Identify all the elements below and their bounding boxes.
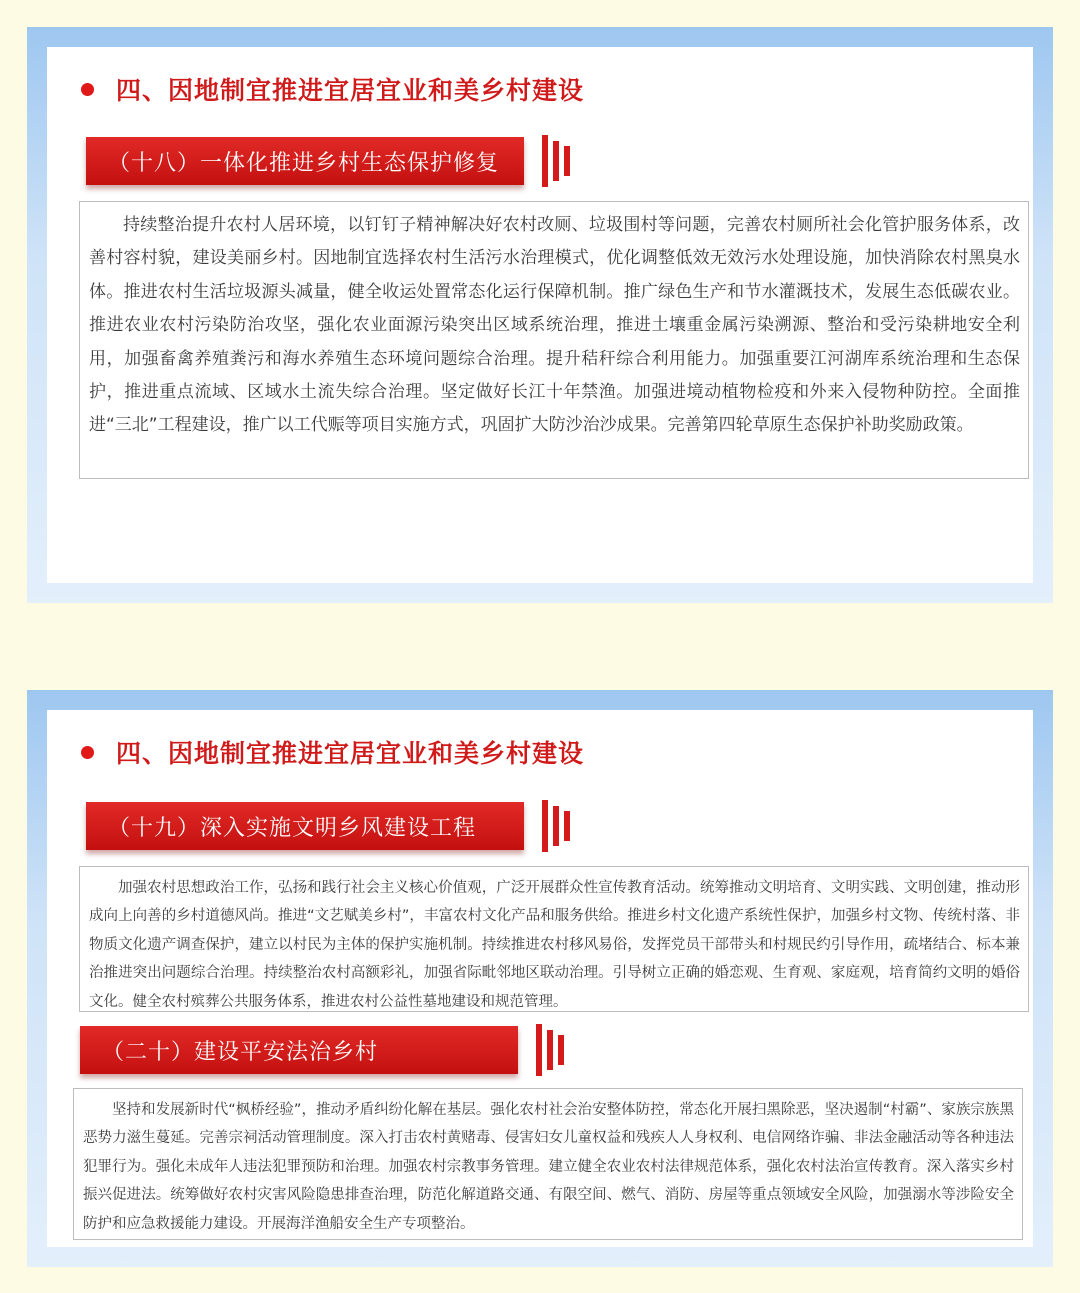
- body-text-box-19: [79, 866, 1029, 1012]
- body-paragraph: 加强农村思想政治工作，弘扬和践行社会主义核心价值观，广泛开展群众性宣传教育活动。统筹推动文明培育、文明实践、文明创建，推动形成向上向善的乡村道德风尚。推进“文艺赋美乡村”，丰富农村文化产品和服务供给。推进乡村文化遗产系统性保护，加强乡村文物、传统村落、非物质文化遗产调查保护，建立以村民为主体的保护实施机制。持续推进农村移风易俗，发挥党员干部带头和村规民约引导作用，疏堵结合、标本兼治推进突出问题综合治理。持续整治农村高额彩礼，加强省际毗邻地区联动治理。引导树立正确的婚恋观、生育观、家庭观，培育简约文明的婚俗文化。健全农村殡葬公共服务体系，推进农村公益性墓地建设和规范管理。: [89, 880, 1020, 1010]
- subsection-title: （十八）一体化推进乡村生态保护修复: [108, 150, 500, 176]
- subsection-title: （二十）建设平安法治乡村: [102, 1039, 379, 1065]
- panel-18: [27, 27, 1053, 603]
- decorative-bars-icon: [542, 800, 570, 852]
- section-heading: [81, 734, 584, 770]
- subsection-banner: [86, 137, 524, 185]
- subsection-title: （十九）深入实施文明乡风建设工程: [108, 815, 477, 841]
- body-text-box-20: [73, 1088, 1023, 1240]
- bullet-dot-icon: [81, 746, 94, 759]
- body-paragraph: 持续整治提升农村人居环境，以钉钉子精神解决好农村改厕、垃圾围村等问题，完善农村厕所社会化管护服务体系，改善村容村貌，建设美丽乡村。因地制宜选择农村生活污水治理模式，优化调整低效无效污水处理设施，加快消除农村黑臭水体。推进农村生活垃圾源头减量，健全收运处置常态化运行保障机制。推广绿色生产和节水灌溉技术，发展生态低碳农业。推进农业农村污染防治攻坚，强化农业面源污染突出区域系统治理，推进土壤重金属污染溯源、整治和受污染耕地安全利用，加强畜禽养殖粪污和海水养殖生态环境问题综合治理。提升秸秆综合利用能力。加强重要江河湖库系统治理和生态保护，推进重点流域、区域水土流失综合治理。坚定做好长江十年禁渔。加强进境动植物检疫和外来入侵物种防控。全面推进“三北”工程建设，推广以工代赈等项目实施方式，巩固扩大防沙治沙成果。完善第四轮草原生态保护补助奖励政策。: [89, 215, 1020, 436]
- bullet-dot-icon: [81, 83, 94, 96]
- panel-19-20: [27, 690, 1053, 1267]
- section-heading: [81, 71, 584, 107]
- subsection-banner-19: [86, 802, 524, 850]
- decorative-bars-icon: [542, 135, 570, 187]
- subsection-banner-20: [80, 1026, 518, 1074]
- body-text-box: [79, 201, 1029, 479]
- section-title: 四、因地制宜推进宜居宜业和美乡村建设: [116, 739, 585, 768]
- decorative-bars-icon: [536, 1024, 564, 1076]
- section-title: 四、因地制宜推进宜居宜业和美乡村建设: [116, 76, 585, 105]
- body-paragraph: 坚持和发展新时代“枫桥经验”，推动矛盾纠纷化解在基层。强化农村社会治安整体防控，常态化开展扫黑除恶，坚决遏制“村霸”、家族宗族黑恶势力滋生蔓延。完善宗祠活动管理制度。深入打击农村黄赌毒、侵害妇女儿童权益和残疾人人身权利、电信网络诈骗、非法金融活动等各种违法犯罪行为。强化未成年人违法犯罪预防和治理。加强农村宗教事务管理。建立健全农业农村法律规范体系，强化农村法治宣传教育。深入落实乡村振兴促进法。统筹做好农村灾害风险隐患排查治理，防范化解道路交通、有限空间、燃气、消防、房屋等重点领域安全风险，加强溺水等涉险安全防护和应急救援能力建设。开展海洋渔船安全生产专项整治。: [83, 1102, 1014, 1232]
